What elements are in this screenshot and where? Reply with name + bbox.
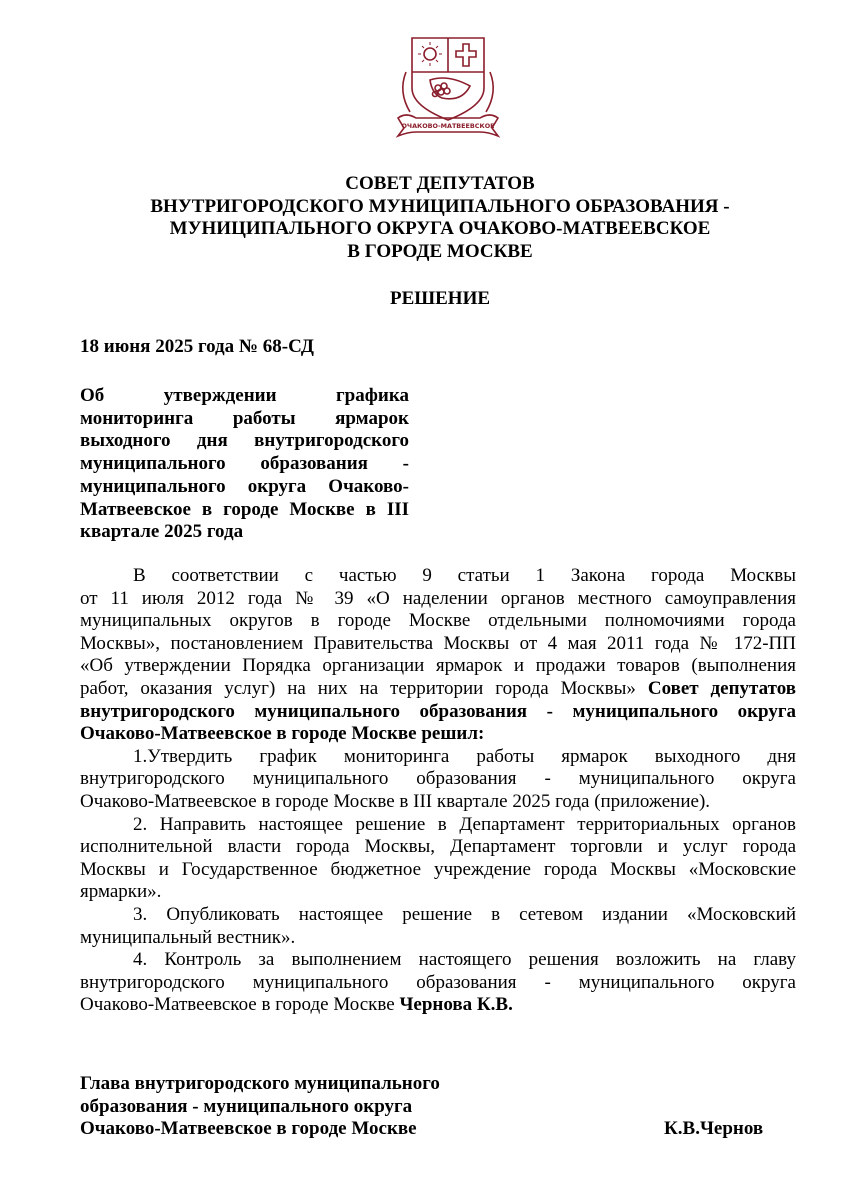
item-1-line: внутригородского муниципального образования - муниципального округа — [80, 768, 796, 790]
signature-name: К.В.Чернов — [664, 1118, 764, 1139]
header-line: В ГОРОДЕ МОСКВЕ — [347, 240, 533, 262]
municipal-emblem-icon — [392, 32, 504, 140]
item-1-line: 1.Утвердить график мониторинга работы ярмарок выходного дня — [133, 745, 796, 767]
header-line: МУНИЦИПАЛЬНОГО ОКРУГА ОЧАКОВО-МАТВЕЕВСКОЕ — [169, 218, 711, 239]
item-2-line: исполнительной власти города Москвы, Департамент торговли и услуг города — [80, 836, 796, 858]
preamble-line: муниципальных округов в городе Москве отдельными полномочиями города — [80, 610, 796, 632]
item-4-line: внутригородского муниципального образования - муниципального округа — [80, 971, 796, 993]
signature-title-line: Очаково-Матвеевское в городе Москве — [80, 1118, 417, 1140]
decision-subject — [80, 385, 409, 544]
item-2-line: 2. Направить настоящее решение в Департамент территориальных органов — [133, 813, 796, 835]
council-phrase: Совет депутатов — [647, 677, 796, 699]
decision-title: РЕШЕНИЕ — [389, 288, 491, 309]
emblem-motto: ОЧАКОВО-МАТВЕЕВСКОЕ — [401, 122, 495, 130]
preamble-bold-line: внутригородского муниципального образования - муниципального округа — [80, 700, 796, 722]
signature-title-line: Глава внутригородского муниципального — [80, 1073, 440, 1094]
header-line: ВНУТРИГОРОДСКОГО МУНИЦИПАЛЬНОГО ОБРАЗОВАНИЯ - — [150, 195, 730, 217]
preamble-line: Москвы», постановлением Правительства Москвы от 4 мая 2011 года № 172-ПП — [80, 632, 796, 654]
item-4-line-mixed — [80, 994, 796, 1017]
item-3-line: муниципальный вестник». — [80, 926, 296, 948]
subject-line: муниципального округа Очаково- — [80, 475, 409, 497]
preamble-line-mixed — [80, 678, 796, 701]
signature-title — [80, 1073, 440, 1141]
decision-body — [80, 565, 796, 1017]
subject-line: муниципального образования - — [80, 453, 409, 475]
subject-line: квартале 2025 года — [80, 521, 244, 543]
preamble-line: «Об утверждении Порядка организации ярмарок и продажи товаров (выполнения — [80, 655, 796, 677]
preamble-bold-line: Очаково-Матвеевское в городе Москве решил: — [80, 723, 485, 745]
preamble-line: от 11 июля 2012 года № 39 «О наделении органов местного самоуправления — [80, 587, 796, 609]
subject-line: выходного дня внутригородского — [80, 430, 409, 452]
signature-title-line: образования - муниципального округа — [80, 1095, 413, 1117]
preamble-text: работ, оказания услуг) на них на территории города Москвы» — [80, 677, 648, 699]
preamble-line: В соответствии с частью 9 статьи 1 Закона города Москвы — [133, 565, 796, 586]
header-line: СОВЕТ ДЕПУТАТОВ — [345, 173, 535, 194]
item-1-line: Очаково-Матвеевское в городе Москве в III квартале 2025 года (приложение). — [80, 790, 711, 812]
item-2-line: Москвы и Государственное бюджетное учреждение города Москвы «Московские — [80, 858, 796, 880]
decision-date-number: 18 июня 2025 года № 68-СД — [80, 336, 314, 357]
subject-line: Об утверждении графика — [80, 385, 409, 406]
council-header — [60, 173, 820, 263]
responsible-person: Чернова К.В. — [399, 994, 513, 1016]
item-2-line: ярмарки». — [80, 881, 162, 903]
item-4-text: Очаково-Матвеевское в городе Москве — [80, 994, 400, 1016]
item-3-line: 3. Опубликовать настоящее решение в сетевом издании «Московский — [133, 903, 796, 925]
subject-line: мониторинга работы ярмарок — [80, 407, 409, 429]
subject-line: Матвеевское в городе Москве в III — [80, 498, 409, 520]
item-4-line: 4. Контроль за выполнением настоящего решения возложить на главу — [133, 949, 796, 971]
